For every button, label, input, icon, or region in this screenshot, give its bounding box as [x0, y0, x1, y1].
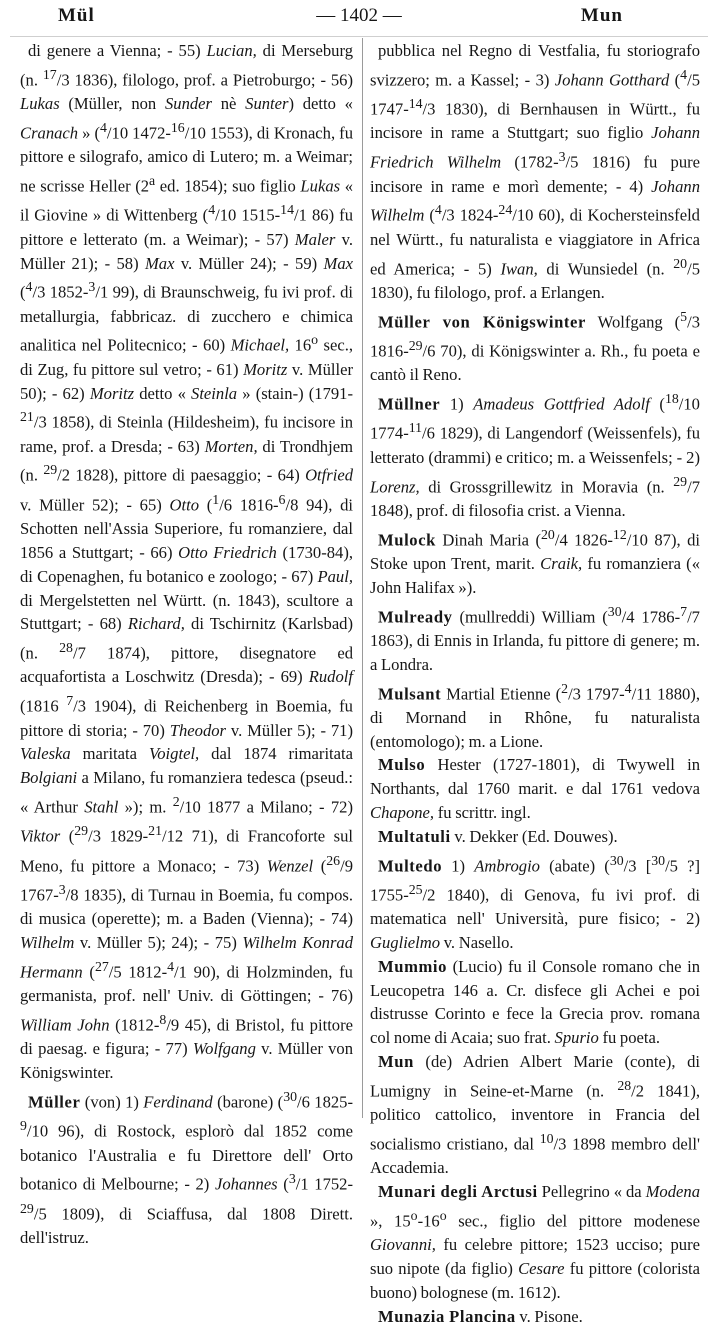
- dictionary-entry: [370, 1050, 700, 1180]
- page-number: — 1402 —: [316, 5, 402, 26]
- entry-text: /1 86) fu pittore e letterato (m. a Weimar); - 57): [20, 205, 354, 249]
- entry-text: /10 1774-: [370, 394, 700, 443]
- italic-text: Spurio: [554, 1028, 599, 1048]
- superscript: 21: [148, 823, 162, 839]
- entry-text: fu pittore (colorista buono) bolognese (m. 1612).: [370, 1259, 700, 1302]
- superscript: 2: [561, 680, 569, 696]
- superscript: 20: [541, 526, 555, 542]
- italic-text: Michael,: [230, 335, 290, 355]
- italic-text: Max: [144, 253, 175, 273]
- entry-text: /2 1841), politico cattolico, inventore in Francia del socialismo cristiano, dal: [370, 1081, 701, 1154]
- superscript: o: [439, 1207, 447, 1223]
- entry-text: di genere a Vienna; - 55): [28, 41, 207, 60]
- entry-text: /9 1767-: [20, 856, 353, 905]
- entry-text: », 15: [370, 1211, 411, 1231]
- entry-text: sec., di Zug, fu pittore sul vetro; - 61): [20, 335, 354, 379]
- superscript: a: [149, 173, 156, 189]
- entry-headword: Munazia Plancina: [378, 1306, 516, 1326]
- entry-text: /3 1858), di Steinla (Hildesheim), fu incisore in rame, prof. a Dresda; - 63): [20, 412, 353, 456]
- superscript: 4: [25, 279, 33, 295]
- entry-headword: Müller von Königswinter: [378, 312, 586, 332]
- italic-text: Voigtel,: [148, 744, 200, 764]
- dictionary-entry: [370, 39, 700, 305]
- entry-text: « il Giovine » di Wittenberg (: [20, 176, 353, 225]
- entry-text: fu scrittr. ingl.: [434, 803, 531, 823]
- italic-text: Paul,: [317, 566, 353, 586]
- entry-headword: Mulso: [378, 755, 426, 775]
- italic-text: Cesare: [518, 1259, 565, 1279]
- superscript: 30: [607, 603, 622, 619]
- entry-text: /6 1816-: [219, 495, 279, 515]
- superscript: 4: [624, 680, 632, 696]
- entry-text: v. Müller 5); - 71): [226, 720, 353, 740]
- entry-text: detto «: [134, 383, 192, 403]
- entry-text: /1 90), di Holzminden, fu germanista, prof. nell' Univ. di Göttingen; - 76): [20, 962, 353, 1006]
- entry-text: /3 1852-: [32, 282, 89, 302]
- superscript: 14: [280, 202, 294, 218]
- entry-text: (: [82, 962, 95, 982]
- superscript: 3: [58, 881, 66, 897]
- superscript: 14: [408, 96, 423, 112]
- entry-text: di Mergelstetten nel Württ. (n. 1843), scultore a Stuttgart; - 68): [20, 590, 353, 634]
- italic-text: Guglielmo: [370, 933, 441, 953]
- dictionary-entry: [370, 1305, 700, 1328]
- entry-text: (von) 1): [80, 1092, 144, 1112]
- italic-text: Ambrogio: [474, 856, 540, 876]
- dictionary-entry: [370, 825, 700, 849]
- italic-text: Sunder: [164, 94, 212, 114]
- italic-text: Richard,: [127, 614, 185, 634]
- entry-headword: Multedo: [378, 856, 443, 876]
- superscript: 29: [20, 1200, 34, 1216]
- entry-text: /3 1898 membro dell' Accademia.: [370, 1134, 700, 1178]
- entry-text: /7 1848), prof. di filosofia crist. a Vienna.: [370, 477, 700, 520]
- entry-text: Dinah Maria (: [436, 530, 542, 550]
- entry-text: (Müller, non: [59, 94, 165, 114]
- entry-text: /10 87), di Stoke upon Trent, marit.: [370, 530, 700, 573]
- superscript: 4: [434, 202, 442, 218]
- entry-text: v. Pisone.: [515, 1306, 583, 1326]
- superscript: 28: [59, 640, 73, 656]
- entry-headword: Müller: [28, 1092, 81, 1112]
- entry-headword: Mulock: [378, 530, 436, 550]
- entry-text: /10 1553), di Kronach, fu pittore e silografo, amico di Lutero; m. a Weimar; ne scrisse Heller (2: [20, 123, 353, 196]
- entry-text: /10 96), di Rostock, esplorò dal 1852 come botanico l'Australia e fu Direttore dell' Orto botanico di Melbourne; - 2): [20, 1121, 353, 1194]
- column-divider: [362, 38, 363, 1118]
- superscript: 30: [651, 852, 666, 868]
- superscript: 2: [172, 793, 180, 809]
- italic-text: Johann Wilhelm: [370, 176, 700, 225]
- entry-text: (mullreddi) William (: [452, 607, 608, 627]
- entry-text: ) detto «: [288, 94, 353, 114]
- entry-text: /8 1835), di Turnau in Boemia, fu compos. di musica (operette); m. a Baden (Vienna); - 74): [20, 885, 353, 929]
- right-column: [370, 39, 700, 1328]
- dictionary-entry: [370, 387, 700, 523]
- entry-text: /5 1747-: [370, 70, 700, 119]
- italic-text: Otto Friedrich: [178, 542, 277, 562]
- italic-text: Wilhelm: [20, 933, 75, 953]
- superscript: o: [410, 1207, 418, 1223]
- entry-text: a Milano, fu romanziera tedesca (pseud.: « Arthur: [20, 768, 353, 817]
- dictionary-entry: [370, 955, 700, 1050]
- page-header: [10, 2, 708, 32]
- entry-text: 16: [289, 335, 312, 355]
- superscript: 30: [283, 1088, 298, 1104]
- italic-text: Otfried: [305, 466, 354, 485]
- italic-text: Craik,: [540, 553, 583, 573]
- entry-text: (1782-: [501, 152, 559, 172]
- entry-text: di Trondhjem (n.: [20, 436, 353, 485]
- superscript: 10: [539, 1130, 554, 1146]
- entry-text: (: [199, 495, 213, 515]
- entry-text: Pellegrino « da: [537, 1182, 646, 1202]
- superscript: 11: [408, 420, 423, 436]
- entry-text: /3 1836), filologo, prof. a Pietroburgo; - 56): [56, 70, 354, 90]
- superscript: 26: [326, 852, 341, 868]
- superscript: 29: [74, 823, 89, 839]
- entry-text: /8 94), di Schotten nell'Assia Superiore, fu romanziere, dal 1856 a Stuttgart; - 66): [20, 495, 353, 562]
- entry-text: v. Dekker (Ed. Douwes).: [450, 826, 618, 846]
- italic-text: Johann Friedrich Wilhelm: [370, 123, 700, 172]
- entry-text: di Tschirnitz (Karlsbad) (n.: [20, 614, 354, 663]
- entry-text: /5 ?] 1755-: [370, 856, 700, 905]
- superscript: 5: [680, 308, 688, 324]
- superscript: 17: [42, 66, 57, 82]
- entry-text: 1): [442, 856, 475, 876]
- italic-text: Lorenz,: [370, 477, 420, 497]
- entry-text: (1816: [20, 696, 67, 716]
- italic-text: Stahl: [84, 797, 119, 817]
- superscript: 4: [208, 202, 216, 218]
- entry-text: v. Müller von Königswinter.: [20, 1039, 353, 1083]
- italic-text: Max: [323, 253, 354, 273]
- superscript: 4: [680, 66, 688, 82]
- superscript: o: [311, 332, 319, 348]
- entry-text: Hester (1727-1801), di Twywell in Northants, dal 1760 marit. e dal 1761 vedova: [370, 755, 700, 799]
- entry-text: /11 1880), di Mornand in Rhône, fu naturalista (entomologo); m. a Lione.: [370, 684, 700, 751]
- entry-text: (: [277, 1174, 289, 1194]
- entry-text: /5 1809), di Sciaffusa, dal 1808 Dirett. dell'istruz.: [20, 1204, 353, 1248]
- superscript: 12: [612, 526, 627, 542]
- superscript: 28: [617, 1077, 632, 1093]
- superscript: 27: [94, 958, 109, 974]
- superscript: 6: [278, 491, 286, 507]
- superscript: 21: [20, 409, 34, 425]
- entry-text: sec., figlio del pittore modenese: [446, 1211, 700, 1231]
- superscript: 3: [558, 149, 566, 165]
- italic-text: Wolfgang: [192, 1039, 256, 1059]
- entry-text: /9 45), di Bristol, fu pittore di paesag. e figura; - 77): [20, 1015, 353, 1059]
- entry-text: 1): [440, 394, 474, 414]
- superscript: 1: [212, 491, 220, 507]
- entry-text: /3 1824-: [441, 205, 499, 225]
- entry-text: /2 1840), di Genova, fu ivi prof. di matematica nell' Università, pure fisico; - 2): [370, 885, 700, 929]
- italic-text: Otto: [169, 495, 200, 515]
- italic-text: Wenzel: [266, 856, 314, 876]
- entry-text: (Lucio) fu il Console romano che in Leucopetra 146 a. Cr. disfece gli Achei e poi distrusse Corinto e fece la Grecia prov. romana col nome di Acaia; suo frat.: [370, 956, 700, 1048]
- entry-text: » (stain-) (1791-: [237, 383, 354, 403]
- entry-headword: Munari degli Arctusi: [378, 1182, 538, 1202]
- entry-text: Wolfgang (: [585, 312, 681, 332]
- entry-text: pubblica nel Regno di Vestfalia, fu storiografo svizzero; m. a Kassel; - 3): [370, 41, 700, 90]
- entry-text: di Wunsiedel (n.: [537, 259, 674, 279]
- dictionary-entry: [370, 523, 700, 600]
- entry-text: /3 [: [623, 856, 652, 876]
- italic-text: Cranach: [20, 123, 79, 143]
- entry-text: /3 1829-: [88, 826, 149, 846]
- italic-text: Lucian,: [206, 41, 257, 60]
- entry-text: v. Müller 5); 24); - 75): [74, 933, 243, 953]
- entry-text: /1 1752-: [295, 1174, 353, 1194]
- entry-text: /5 1812-: [108, 962, 168, 982]
- entry-text: maritata: [70, 744, 149, 764]
- superscript: 29: [408, 337, 423, 353]
- entry-text: /5 1830), fu filologo, prof. a Erlangen.: [370, 259, 701, 302]
- superscript: 3: [288, 1171, 296, 1187]
- entry-text: v. Müller 21); - 58): [20, 229, 353, 273]
- entry-text: » (: [78, 123, 100, 143]
- entry-text: ed. 1854); suo figlio: [155, 176, 301, 196]
- entry-text: /10 60), di Kochersteinsfeld nel Württ., fu naturalista e viaggiatore in Africa ed America; - 5): [370, 205, 700, 279]
- entry-text: /10 1515-: [215, 205, 281, 225]
- entry-text: (de) Adrien Albert Marie (conte), di Lumigny in Seine-et-Marne (n.: [370, 1052, 700, 1101]
- entry-text: »); m.: [118, 797, 173, 817]
- entry-text: nè: [211, 94, 246, 114]
- entry-text: /6 1829), di Langendorf (Weissenfels), fu letterato (drammi) e critico; m. a Weissenfels; - 2): [370, 423, 700, 467]
- italic-text: Viktor: [20, 826, 61, 846]
- entry-headword: Multatuli: [378, 826, 451, 846]
- entry-text: di Merseburg (n.: [20, 41, 353, 90]
- entry-text: /3 1904), di Reichenberg in Boemia, fu pittore di storia; - 70): [20, 696, 353, 740]
- dictionary-entry: [370, 600, 700, 677]
- entry-headword: Mummio: [378, 956, 448, 976]
- entry-text: (: [649, 394, 665, 414]
- italic-text: Bolgiani: [20, 768, 78, 788]
- entry-text: v. Nasello.: [440, 933, 514, 953]
- dictionary-entry: [370, 677, 700, 754]
- dictionary-entry: [20, 39, 353, 1085]
- entry-text: (: [20, 282, 26, 302]
- entry-text: (: [60, 826, 75, 846]
- entry-text: /7 1863), di Ennis in Irlanda, fu pittore di genere; m. a Londra.: [370, 607, 700, 674]
- entry-text: di Grossgrillewitz in Moravia (n.: [419, 477, 674, 497]
- italic-text: Ferdinand: [143, 1092, 213, 1112]
- superscript: 7: [680, 603, 688, 619]
- header-left-guide-word: Mül: [58, 5, 95, 26]
- superscript: 4: [167, 958, 175, 974]
- italic-text: Lukas: [20, 94, 60, 114]
- entry-headword: Mun: [378, 1052, 414, 1072]
- entry-text: /10 1472-: [106, 123, 171, 143]
- entry-text: (: [669, 70, 681, 90]
- italic-text: Maler: [294, 229, 336, 249]
- entry-headword: Mulready: [378, 607, 453, 627]
- italic-text: Theodor: [169, 720, 226, 740]
- italic-text: Moritz: [89, 383, 135, 403]
- entry-text: /3 1797-: [568, 684, 625, 704]
- entry-text: /5 1816) fu pure incisore in rame e morì demente; - 4): [370, 152, 701, 196]
- entry-headword: Mulsant: [378, 684, 442, 704]
- entry-text: -16: [417, 1211, 440, 1231]
- italic-text: Johann Gotthard: [554, 70, 670, 90]
- italic-text: Giovanni,: [370, 1235, 436, 1255]
- dictionary-entry: [370, 1180, 700, 1305]
- superscript: 29: [673, 473, 688, 489]
- entry-text: (barone) (: [212, 1092, 284, 1112]
- entry-text: v. Müller 50); - 62): [20, 359, 354, 403]
- header-rule: [10, 36, 708, 37]
- italic-text: Modena: [645, 1182, 700, 1202]
- superscript: 7: [66, 693, 74, 709]
- dictionary-entry: [370, 849, 700, 955]
- entry-text: /3 1830), di Bernhausen in Württ., fu incisore in rame a Stuttgart; suo figlio: [370, 99, 700, 143]
- entry-text: v. Müller 52); - 65): [20, 495, 170, 515]
- entry-text: /12 71), di Francoforte sul Meno, fu pittore a Monaco; - 73): [20, 826, 353, 876]
- entry-text: (abate) (: [539, 856, 610, 876]
- superscript: 25: [408, 881, 423, 897]
- italic-text: Moritz: [243, 359, 288, 379]
- superscript: 16: [170, 119, 185, 135]
- superscript: 20: [673, 255, 688, 271]
- entry-text: /2 1828), pittore di paesaggio; - 64): [57, 466, 306, 485]
- entry-text: (1812-: [109, 1015, 160, 1035]
- italic-text: Morten,: [204, 436, 258, 456]
- entry-text: fu celebre pittore; 1523 ucciso; pure suo nipote (da figlio): [370, 1235, 700, 1279]
- superscript: 4: [100, 119, 107, 135]
- superscript: 24: [498, 202, 513, 218]
- entry-text: Martial Etienne (: [441, 684, 562, 704]
- entry-text: /10 1877 a Milano; - 72): [179, 797, 353, 817]
- italic-text: Sunter: [245, 94, 289, 114]
- entry-text: /3 1816-: [370, 312, 701, 361]
- entry-text: /4 1786-: [621, 607, 681, 627]
- entry-text: /6 1825-: [297, 1092, 353, 1112]
- entry-text: /4 1826-: [554, 530, 613, 550]
- entry-text: /6 70), di Königswinter a. Rh., fu poeta e cantò il Reno.: [370, 341, 700, 385]
- dictionary-entry: [20, 1085, 353, 1250]
- entry-text: v. Müller 24); - 59): [174, 253, 324, 273]
- superscript: 3: [88, 279, 96, 295]
- italic-text: Amadeus Gottfried Adolf: [473, 394, 650, 414]
- entry-text: /1 99), di Braunschweig, fu ivi prof. di metallurgia, fabbricaz. di zucchero e chimica analitica nel Politecnico; - 60): [20, 282, 353, 355]
- italic-text: Rudolf: [308, 667, 353, 687]
- entry-headword: Müllner: [378, 394, 441, 414]
- entry-text: dal 1874 rimaritata: [199, 744, 354, 764]
- superscript: 18: [664, 391, 679, 407]
- superscript: 30: [609, 852, 624, 868]
- entry-text: fu poeta.: [598, 1028, 661, 1048]
- italic-text: Wilhelm Konrad Hermann: [20, 933, 353, 982]
- left-column: [20, 39, 353, 1250]
- italic-text: Valeska: [20, 744, 71, 764]
- italic-text: Iwan,: [500, 259, 538, 279]
- superscript: 9: [20, 1118, 27, 1134]
- italic-text: Steinla: [191, 383, 238, 403]
- entry-text: /7 1874), pittore, disegnatore ed acquafortista a Loschwitz (Dresda); - 69): [20, 643, 353, 687]
- header-right-guide-word: Mun: [580, 5, 623, 26]
- italic-text: Johannes: [214, 1174, 278, 1194]
- superscript: 8: [159, 1011, 167, 1027]
- superscript: 29: [43, 462, 58, 478]
- dictionary-entry: [370, 753, 700, 824]
- entry-text: (: [313, 856, 327, 876]
- entry-text: (1730-84), di Copenaghen, fu botanico e zoologo; - 67): [20, 542, 353, 586]
- entry-text: (: [424, 205, 435, 225]
- italic-text: Lukas: [300, 176, 341, 196]
- italic-text: Chapone,: [370, 803, 435, 823]
- italic-text: William John: [20, 1015, 110, 1035]
- dictionary-entry: [370, 305, 700, 387]
- entry-text: fu romanziera (« John Halifax »).: [370, 553, 700, 597]
